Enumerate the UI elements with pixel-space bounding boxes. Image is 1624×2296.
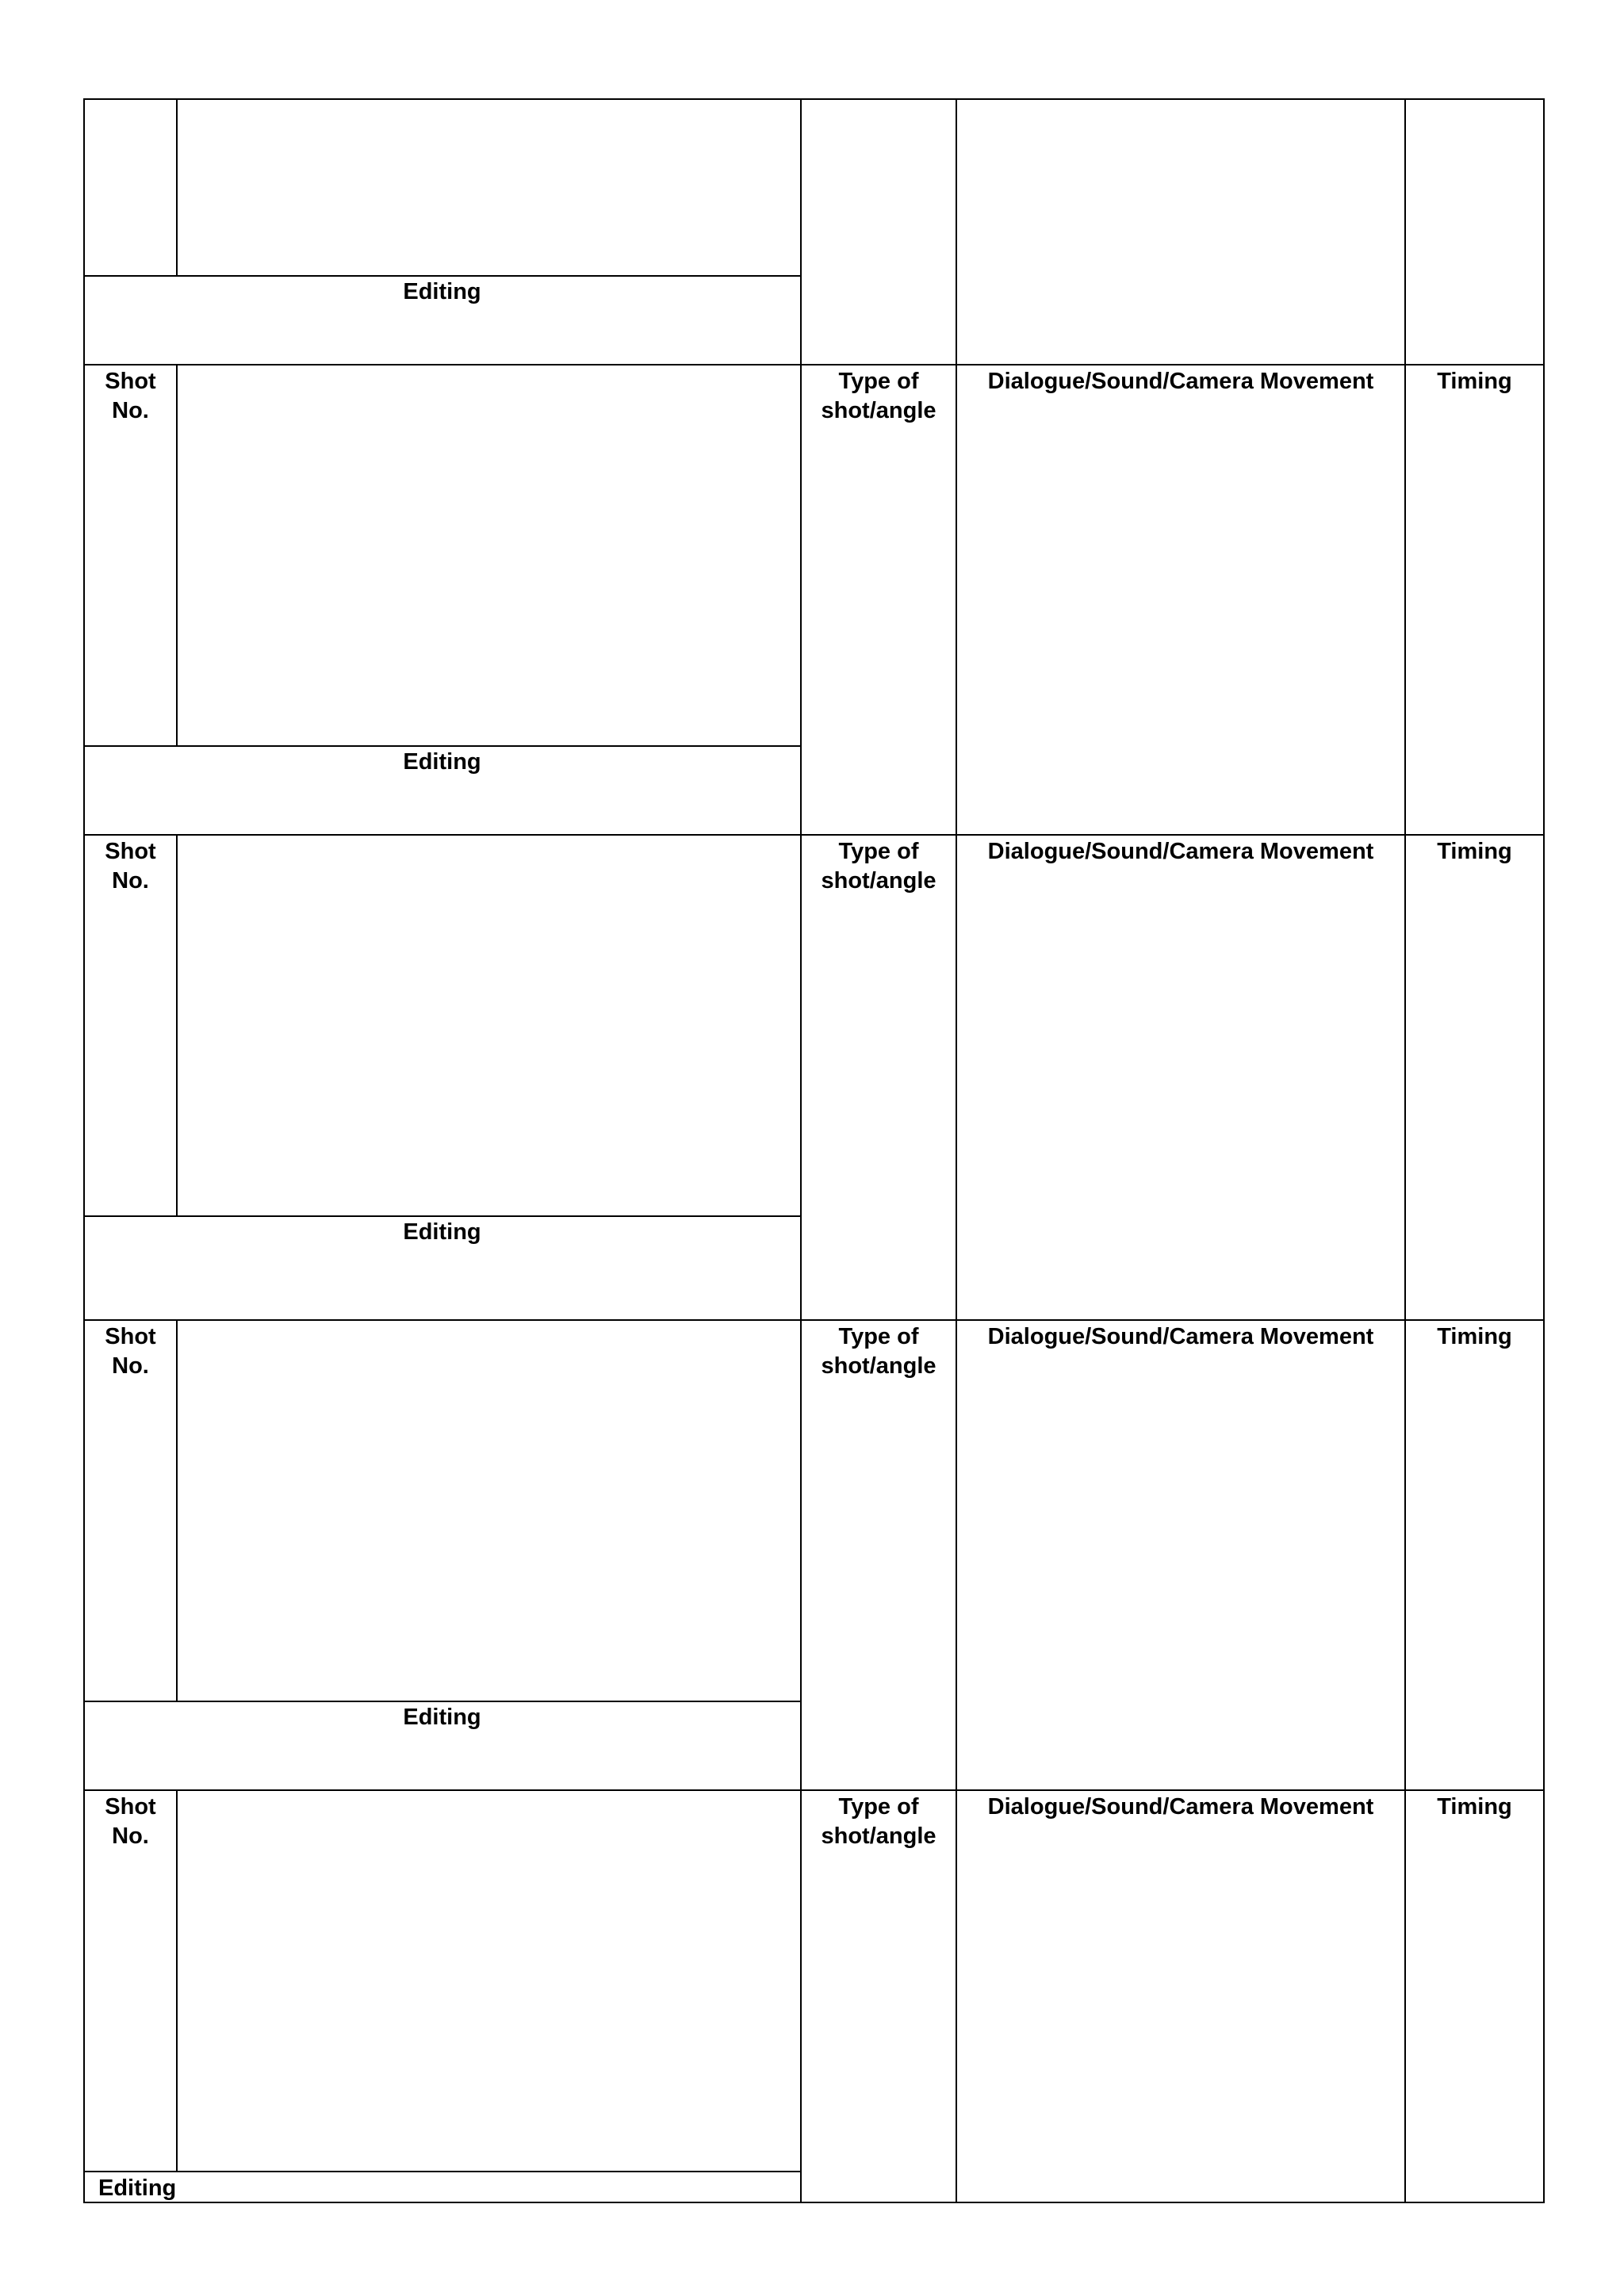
editing-label: Editing bbox=[98, 2175, 177, 2201]
shot-label: Shot bbox=[105, 1794, 156, 1820]
editing-row-top-line-4 bbox=[83, 2171, 801, 2172]
shot-no-label: No. bbox=[112, 398, 149, 423]
timing-label: Timing bbox=[1437, 839, 1512, 864]
editing-row-top-line-0 bbox=[83, 275, 801, 277]
divider-type-column-right bbox=[956, 98, 957, 2203]
type-of-shot-label-line1: Type of bbox=[838, 1324, 919, 1349]
editing-label: Editing bbox=[403, 1219, 481, 1245]
type-of-shot-label-line1: Type of bbox=[838, 369, 919, 394]
divider-shot-column-4 bbox=[176, 1790, 178, 2172]
shot-no-label: No. bbox=[112, 1823, 149, 1849]
block-separator-3 bbox=[83, 1319, 1545, 1321]
divider-shot-column-1 bbox=[176, 365, 178, 747]
editing-label: Editing bbox=[403, 279, 481, 304]
divider-shot-column-3 bbox=[176, 1320, 178, 1702]
dialogue-sound-camera-label: Dialogue/Sound/Camera Movement bbox=[987, 1324, 1374, 1349]
block-separator-1 bbox=[83, 364, 1545, 365]
editing-row-top-line-3 bbox=[83, 1701, 801, 1702]
frame-right-border bbox=[1543, 98, 1545, 2203]
frame-top-border bbox=[83, 98, 1545, 100]
block-separator-2 bbox=[83, 834, 1545, 836]
timing-label: Timing bbox=[1437, 1794, 1512, 1820]
dialogue-sound-camera-label: Dialogue/Sound/Camera Movement bbox=[987, 1794, 1374, 1820]
editing-label: Editing bbox=[403, 749, 481, 775]
editing-row-top-line-1 bbox=[83, 745, 801, 747]
type-of-shot-label-line2: shot/angle bbox=[821, 868, 936, 894]
shot-label: Shot bbox=[105, 369, 156, 394]
timing-label: Timing bbox=[1437, 1324, 1512, 1349]
editing-row-top-line-2 bbox=[83, 1215, 801, 1217]
shot-no-label: No. bbox=[112, 1353, 149, 1379]
type-of-shot-label-line2: shot/angle bbox=[821, 398, 936, 423]
shot-no-label: No. bbox=[112, 868, 149, 894]
divider-shot-column-2 bbox=[176, 835, 178, 1217]
type-of-shot-label-line2: shot/angle bbox=[821, 1353, 936, 1379]
block-separator-4 bbox=[83, 1789, 1545, 1791]
dialogue-sound-camera-label: Dialogue/Sound/Camera Movement bbox=[987, 839, 1374, 864]
type-of-shot-label-line2: shot/angle bbox=[821, 1823, 936, 1849]
shot-label: Shot bbox=[105, 1324, 156, 1349]
editing-label: Editing bbox=[403, 1705, 481, 1730]
type-of-shot-label-line1: Type of bbox=[838, 839, 919, 864]
divider-shot-column-top bbox=[176, 98, 178, 276]
divider-dialogue-column-right bbox=[1404, 98, 1406, 2203]
type-of-shot-label-line1: Type of bbox=[838, 1794, 919, 1820]
timing-label: Timing bbox=[1437, 369, 1512, 394]
frame-bottom-border bbox=[83, 2202, 1545, 2203]
dialogue-sound-camera-label: Dialogue/Sound/Camera Movement bbox=[987, 369, 1374, 394]
shot-label: Shot bbox=[105, 839, 156, 864]
